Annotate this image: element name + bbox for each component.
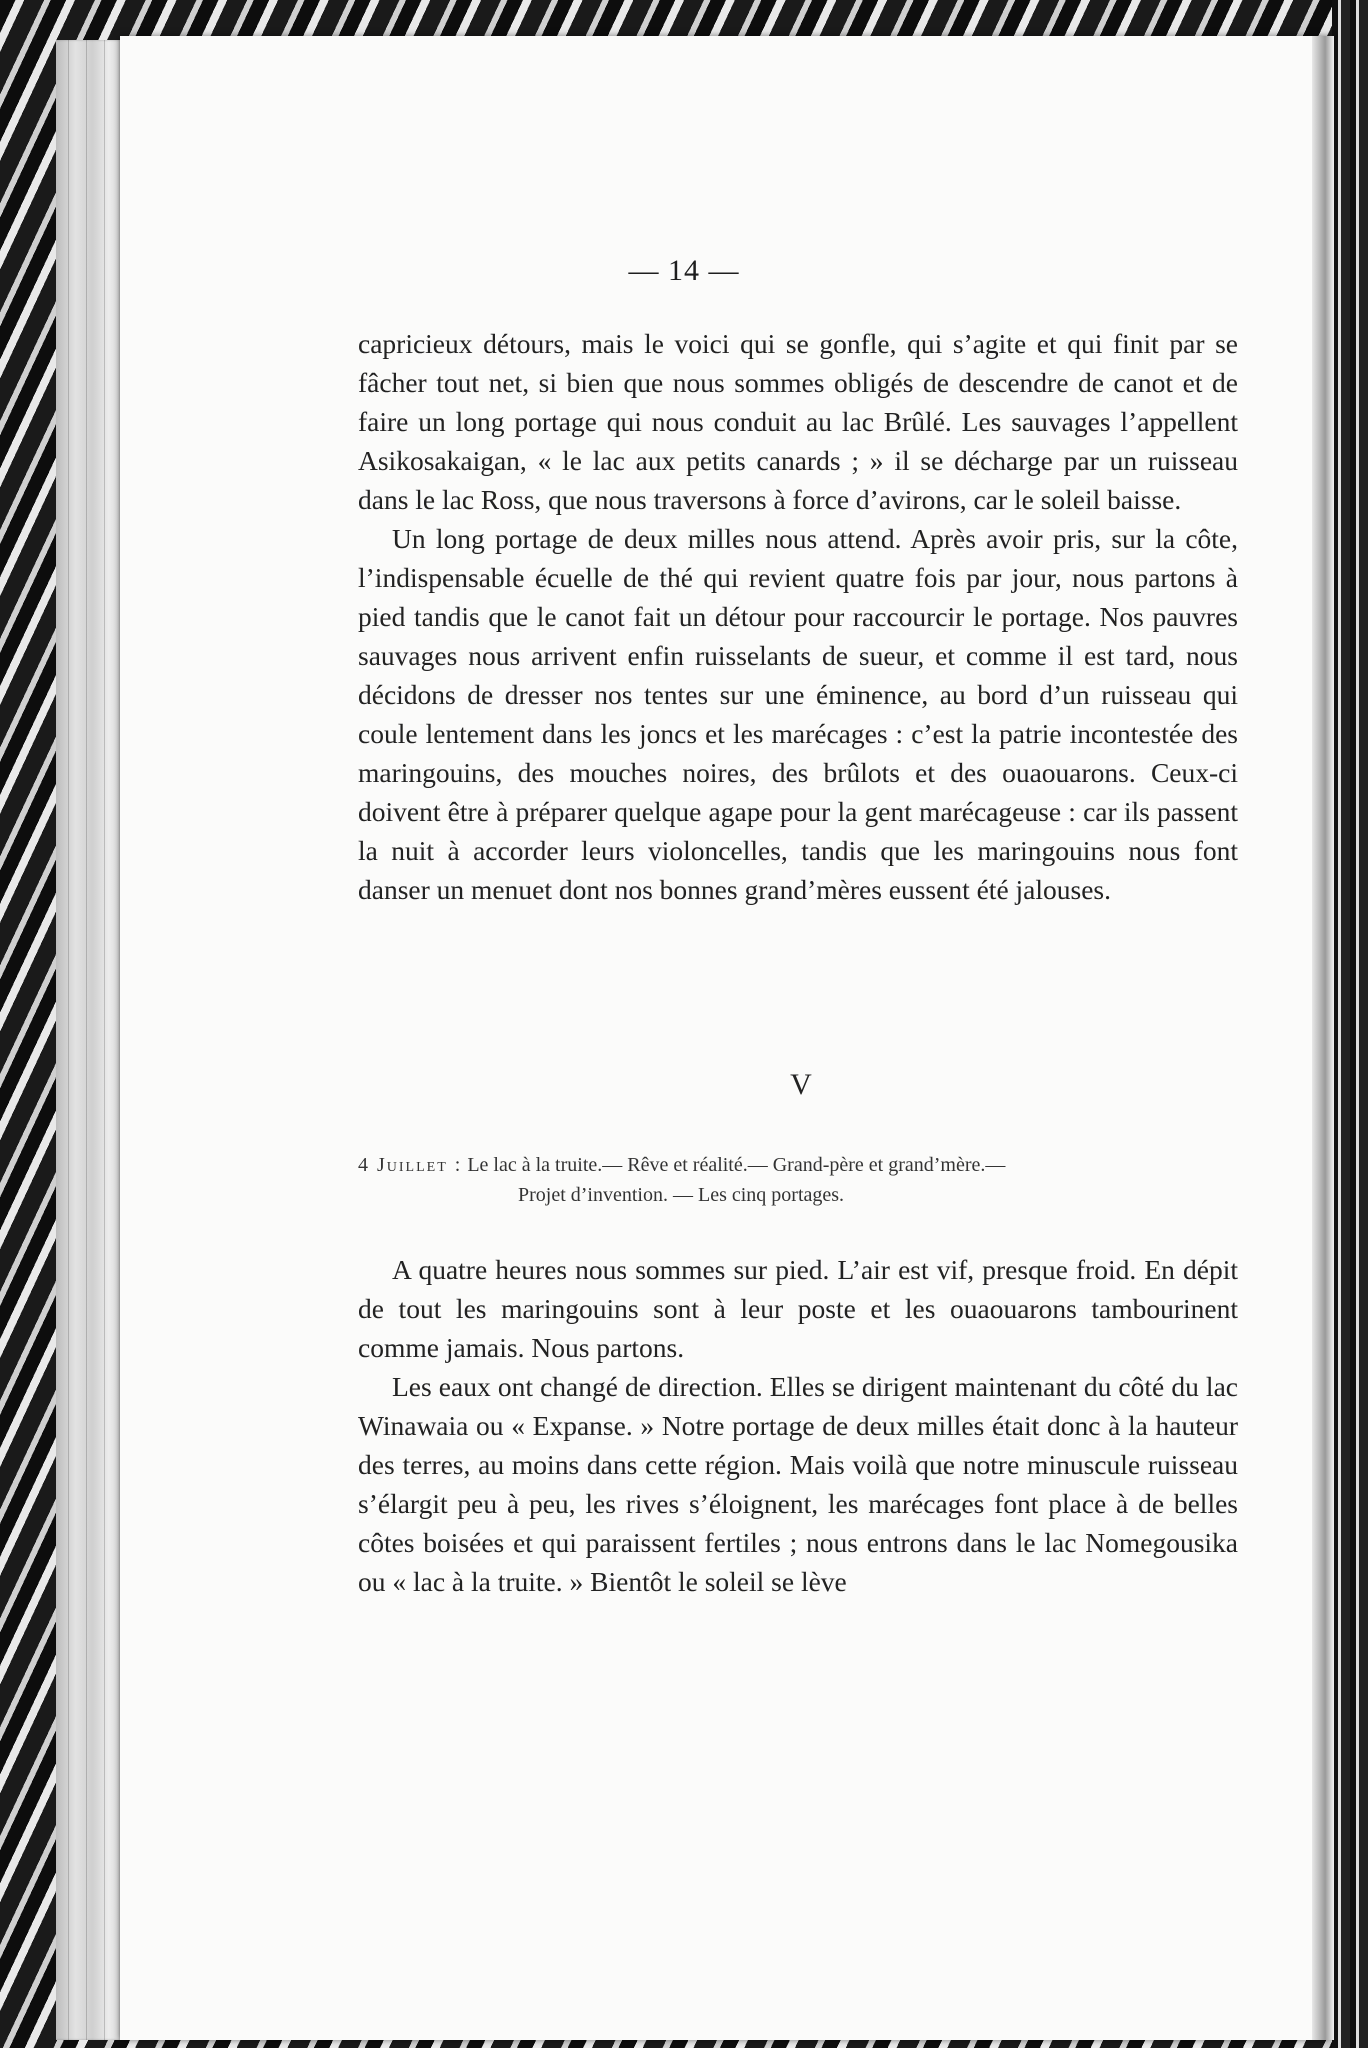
summary-date: 4 Juillet :	[358, 1154, 463, 1176]
text-block-top	[358, 324, 1238, 909]
paragraph: Un long portage de deux milles nous attend. Après avoir pris, sur la côte, l’indispensable écuelle de thé qui revient quatre fois par jour, nous partons à pied tandis que le canot fait un détour pour raccourcir le portage. Nos pauvres sauvages nous arrivent enfin ruisselants de sueur, et comme il est tard, nous décidons de dresser nos tentes sur une éminence, au bord d’un ruisseau qui coule lentement dans les joncs et les marécages : c’est la patrie incontestée des maringouins, des mouches noires, des brûlots et des ouaouarons. Ceux-ci doivent être à préparer quelque agape pour la gent marécageuse : car ils passent la nuit à accorder leurs violoncelles, tandis que les maringouins nous font danser un menuet dont nos bonnes grand’mères eussent été jalouses.	[358, 523, 1238, 905]
chapter-summary	[358, 1150, 1238, 1210]
page-edge	[1312, 36, 1334, 2040]
binding-line	[68, 40, 69, 2040]
summary-line-1	[358, 1150, 1238, 1180]
paragraph: Les eaux ont changé de direction. Elles se dirigent maintenant du côté du lac Winawaia ou « Expanse. » Notre portage de deux milles était donc à la hauteur des terres, au moins dans cette région. Mais voilà que notre minuscule ruisseau s’élargit peu à peu, les rives s’éloignent, les marécages font place à de belles côtes boisées et qui paraissent fertiles ; nous entrons dans le lac Nomegousika ou « lac à la truite. » Bientôt le soleil se lève	[358, 1371, 1238, 1597]
text-block-bottom	[358, 1250, 1238, 1601]
page-number: — 14 —	[628, 254, 740, 287]
binding-line	[86, 40, 87, 2040]
binding-line	[104, 40, 105, 2040]
section-numeral: V	[790, 1068, 812, 1101]
paragraph: A quatre heures nous sommes sur pied. L’air est vif, presque froid. En dépit de tout les maringouins sont à leur poste et les ouaouarons tambourinent comme jamais. Nous partons.	[358, 1254, 1238, 1363]
summary-text-1: Le lac à la truite.— Rêve et réalité.— Grand-père et grand’mère.—	[467, 1154, 1006, 1176]
right-background-strip	[1332, 0, 1368, 2048]
paragraph: capricieux détours, mais le voici qui se gonfle, qui s’agite et qui finit par se fâcher tout net, si bien que nous sommes obligés de descendre de canot et de faire un long portage qui nous conduit au lac Brûlé. Les sauvages l’appellent Asikosakaigan, « le lac aux petits canards ; » il se décharge par un ruisseau dans le lac Ross, que nous traversons à force d’avirons, car le soleil baisse.	[358, 328, 1238, 515]
book-binding	[56, 40, 122, 2040]
summary-line-2: Projet d’invention. — Les cinq portages.	[518, 1184, 845, 1206]
